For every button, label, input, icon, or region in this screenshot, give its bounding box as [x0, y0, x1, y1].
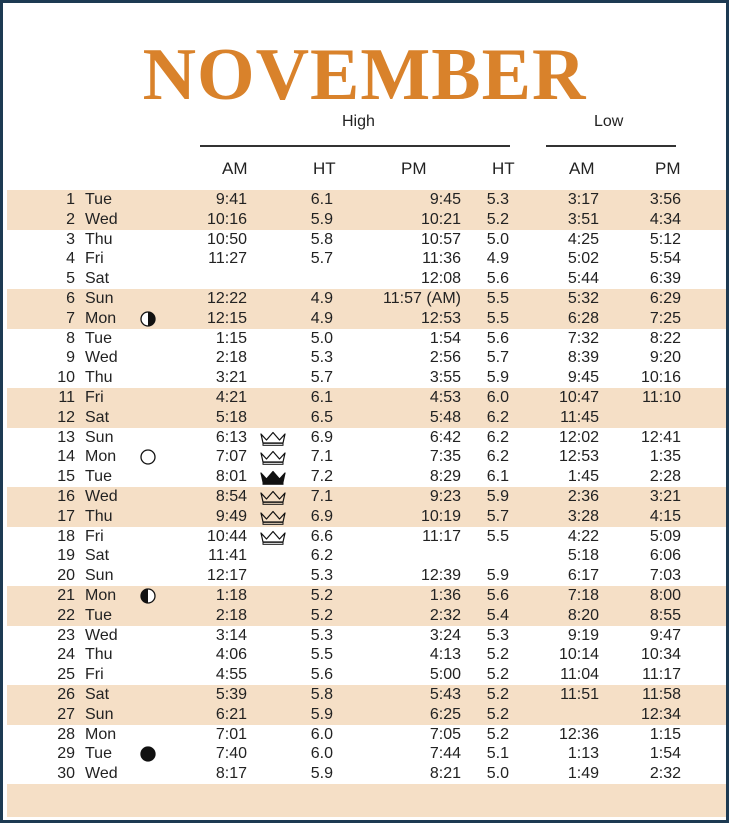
day-number: 14 — [57, 448, 75, 466]
cell-high-am-ht: 4.9 — [310, 289, 333, 307]
weekday: Tue — [85, 606, 112, 624]
day-number: 4 — [66, 250, 75, 268]
day-number: 1 — [66, 191, 75, 208]
weekday: Wed — [85, 487, 118, 505]
cell-high-am: 11:41 — [208, 547, 247, 565]
weekday: Thu — [85, 646, 113, 664]
table-row — [7, 725, 726, 745]
table-row — [7, 705, 726, 725]
weekday: Sat — [85, 270, 110, 288]
day-number: 5 — [66, 270, 75, 288]
day-number: 22 — [57, 606, 75, 624]
cell-high-pm: 5:43 — [429, 685, 461, 703]
high-group-label: High — [342, 113, 375, 130]
cell-low-am: 12:36 — [558, 725, 599, 743]
header-high-am-ht: HT — [313, 159, 336, 178]
cell-high-am-ht: 6.1 — [310, 388, 333, 406]
cell-low-am: 1:13 — [567, 745, 599, 763]
cell-high-pm-ht: 5.6 — [486, 586, 509, 604]
cell-high-pm-ht: 5.2 — [486, 725, 509, 743]
cell-low-am: 5:02 — [567, 250, 599, 268]
cell-high-pm-ht: 5.7 — [486, 507, 509, 525]
table-row — [7, 467, 726, 487]
cell-high-pm: 10:57 — [420, 230, 461, 248]
cell-high-pm: 6:25 — [429, 705, 461, 723]
cell-high-am: 12:22 — [206, 289, 247, 307]
cell-high-am: 9:41 — [215, 191, 247, 208]
cell-high-am-ht: 6.0 — [310, 725, 333, 743]
cell-high-am: 4:21 — [215, 388, 247, 406]
day-number: 10 — [57, 369, 75, 387]
cell-high-pm-ht: 5.9 — [486, 567, 509, 585]
weekday: Sat — [85, 685, 110, 703]
table-row — [7, 665, 726, 685]
header-low-am: AM — [569, 159, 595, 178]
cell-high-pm: 5:48 — [429, 408, 461, 426]
cell-low-pm: 3:56 — [649, 191, 681, 208]
table-row — [7, 348, 726, 368]
cell-high-pm-ht: 5.7 — [486, 349, 509, 367]
cell-high-am-ht: 6.0 — [310, 745, 333, 763]
weekday: Mon — [85, 448, 117, 466]
table-row — [7, 566, 726, 586]
table-row — [7, 764, 726, 784]
table-row — [7, 586, 726, 606]
day-number: 6 — [66, 289, 75, 307]
cell-high-pm: 5:00 — [429, 666, 461, 684]
weekday: Sun — [85, 567, 114, 585]
cell-low-pm: 5:54 — [649, 250, 681, 268]
day-number: 15 — [57, 468, 75, 486]
cell-high-pm: 3:24 — [429, 626, 461, 644]
cell-high-pm-ht: 5.5 — [486, 289, 509, 307]
cell-high-pm-ht: 5.3 — [486, 191, 509, 208]
cell-high-am: 10:44 — [206, 527, 247, 545]
cell-high-pm-ht: 4.9 — [486, 250, 509, 268]
day-number: 20 — [57, 567, 75, 585]
day-number: 8 — [66, 329, 75, 347]
day-number: 30 — [57, 765, 75, 783]
cell-low-am: 4:22 — [567, 527, 599, 545]
cell-low-am: 3:28 — [567, 507, 599, 525]
cell-high-pm: 11:36 — [422, 250, 461, 268]
table-row — [7, 230, 726, 250]
cell-low-am: 1:45 — [567, 468, 599, 486]
cell-low-am: 6:17 — [567, 567, 599, 585]
cell-low-am: 7:32 — [567, 329, 599, 347]
weekday: Mon — [85, 309, 117, 327]
day-number: 9 — [66, 349, 75, 367]
table-row — [7, 645, 726, 665]
cell-high-am-ht: 5.2 — [310, 606, 333, 624]
weekday: Sun — [85, 705, 114, 723]
weekday: Tue — [85, 745, 112, 763]
cell-low-pm: 11:17 — [642, 666, 681, 684]
cell-high-pm: 8:21 — [429, 765, 461, 783]
table-row — [7, 507, 726, 527]
table-row — [7, 210, 726, 230]
weekday: Wed — [85, 765, 118, 783]
cell-high-am: 2:18 — [215, 349, 247, 367]
cell-high-pm: 10:19 — [420, 507, 461, 525]
cell-low-pm: 8:00 — [649, 586, 681, 604]
cell-high-am-ht: 6.6 — [310, 527, 333, 545]
cell-low-pm: 5:12 — [649, 230, 681, 248]
cell-low-am: 11:45 — [560, 408, 599, 426]
cell-high-am: 6:13 — [215, 428, 247, 446]
cell-high-pm-ht: 5.2 — [486, 646, 509, 664]
cell-low-pm: 7:03 — [649, 567, 681, 585]
cell-high-am-ht: 6.9 — [310, 507, 333, 525]
cell-high-pm: 12:39 — [420, 567, 461, 585]
outline-crown-icon — [259, 431, 287, 446]
cell-low-pm: 4:15 — [649, 507, 681, 525]
cell-high-am-ht: 4.9 — [310, 309, 333, 327]
cell-high-pm: 11:57 (AM) — [383, 289, 461, 307]
cell-high-am: 3:21 — [215, 369, 247, 387]
cell-high-pm: 8:29 — [429, 468, 461, 486]
cell-high-am: 1:15 — [215, 329, 247, 347]
cell-low-am: 2:36 — [567, 487, 599, 505]
cell-high-pm-ht: 6.2 — [486, 428, 509, 446]
cell-high-pm-ht: 5.9 — [486, 369, 509, 387]
tide-table-body — [7, 190, 726, 784]
cell-low-pm: 8:55 — [649, 606, 681, 624]
cell-high-pm: 1:54 — [429, 329, 461, 347]
day-number: 23 — [57, 626, 75, 644]
day-number: 3 — [66, 230, 75, 248]
day-number: 24 — [57, 646, 75, 664]
cell-low-am: 3:17 — [567, 191, 599, 208]
cell-low-pm: 6:29 — [649, 289, 681, 307]
cell-high-am: 4:06 — [215, 646, 247, 664]
table-row — [7, 744, 726, 764]
weekday: Tue — [85, 329, 112, 347]
table-row — [7, 447, 726, 467]
table-row — [7, 685, 726, 705]
weekday: Thu — [85, 369, 113, 387]
cell-low-pm: 3:21 — [649, 487, 681, 505]
table-row — [7, 428, 726, 448]
day-number: 2 — [66, 210, 75, 228]
day-number: 25 — [57, 666, 75, 684]
cell-high-pm-ht: 5.2 — [486, 705, 509, 723]
cell-low-am: 4:25 — [567, 230, 599, 248]
cell-low-am: 8:39 — [567, 349, 599, 367]
cell-high-pm: 2:56 — [429, 349, 461, 367]
cell-high-am-ht: 5.9 — [310, 705, 333, 723]
weekday: Fri — [85, 666, 104, 684]
cell-high-am-ht: 5.2 — [310, 586, 333, 604]
day-number: 26 — [57, 685, 75, 703]
cell-high-am: 8:54 — [215, 487, 247, 505]
cell-high-pm: 4:13 — [429, 646, 461, 664]
cell-high-pm: 12:08 — [420, 270, 461, 288]
day-number: 19 — [57, 547, 75, 565]
cell-high-pm-ht: 5.2 — [486, 666, 509, 684]
table-row — [7, 249, 726, 269]
cell-high-am-ht: 5.3 — [310, 626, 333, 644]
cell-high-am: 7:40 — [215, 745, 247, 763]
cell-low-pm: 12:41 — [640, 428, 681, 446]
month-title: NOVEMBER — [142, 34, 587, 116]
cell-high-am: 9:49 — [215, 507, 247, 525]
cell-low-am: 9:19 — [567, 626, 599, 644]
cell-low-pm: 11:58 — [642, 685, 681, 703]
cell-low-pm: 4:34 — [649, 210, 681, 228]
header-high-am: AM — [222, 159, 248, 178]
cell-low-pm: 8:22 — [649, 329, 681, 347]
weekday: Tue — [85, 468, 112, 486]
weekday: Mon — [85, 586, 117, 604]
cell-high-am-ht: 5.9 — [310, 765, 333, 783]
cell-high-am-ht: 5.6 — [310, 666, 333, 684]
cell-high-pm-ht: 6.2 — [486, 408, 509, 426]
cell-high-am-ht: 5.7 — [310, 369, 333, 387]
cell-high-am-ht: 5.7 — [310, 250, 333, 268]
cell-low-pm: 1:15 — [649, 725, 681, 743]
header-high-pm: PM — [401, 159, 427, 178]
cell-high-pm-ht: 6.1 — [486, 468, 509, 486]
cell-high-am: 7:07 — [215, 448, 247, 466]
outline-crown-icon — [259, 450, 287, 465]
cell-low-am: 9:45 — [567, 369, 599, 387]
last-quarter-moon-icon — [140, 588, 156, 604]
cell-high-am: 6:21 — [215, 705, 247, 723]
header-low-pm: PM — [655, 159, 681, 178]
cell-high-pm-ht: 5.4 — [486, 606, 509, 624]
cell-high-pm-ht: 6.2 — [486, 448, 509, 466]
cell-high-pm-ht: 5.5 — [486, 527, 509, 545]
cell-high-am-ht: 7.1 — [310, 448, 333, 466]
cell-high-am: 8:17 — [215, 765, 247, 783]
cell-high-pm-ht: 5.6 — [486, 329, 509, 347]
weekday: Wed — [85, 210, 118, 228]
weekday: Wed — [85, 349, 118, 367]
table-row — [7, 408, 726, 428]
table-row — [7, 527, 726, 547]
day-number: 16 — [57, 487, 75, 505]
cell-high-pm-ht: 5.6 — [486, 270, 509, 288]
cell-low-am: 8:20 — [567, 606, 599, 624]
table-row — [7, 626, 726, 646]
cell-high-pm-ht: 6.0 — [486, 388, 509, 406]
day-number: 27 — [57, 705, 75, 723]
cell-low-pm: 5:09 — [649, 527, 681, 545]
weekday: Mon — [85, 725, 117, 743]
day-number: 12 — [57, 408, 75, 426]
day-number: 21 — [57, 586, 75, 604]
table-row — [7, 329, 726, 349]
table-row — [7, 546, 726, 566]
weekday: Tue — [85, 191, 112, 208]
cell-high-am: 8:01 — [215, 468, 247, 486]
cell-low-pm: 11:10 — [642, 388, 681, 406]
day-number: 11 — [58, 388, 75, 406]
weekday: Fri — [85, 388, 104, 406]
cell-low-am: 6:28 — [567, 309, 599, 327]
new-moon-icon — [140, 746, 156, 762]
cell-low-pm: 2:32 — [649, 765, 681, 783]
cell-high-am-ht: 5.0 — [310, 329, 333, 347]
cell-high-am-ht: 6.9 — [310, 428, 333, 446]
weekday: Sun — [85, 428, 114, 446]
weekday: Wed — [85, 626, 118, 644]
cell-low-am: 11:04 — [560, 666, 599, 684]
cell-high-am-ht: 5.8 — [310, 230, 333, 248]
cell-low-am: 5:44 — [567, 270, 599, 288]
cell-low-am: 5:32 — [567, 289, 599, 307]
cell-high-pm: 9:23 — [429, 487, 461, 505]
cell-high-am-ht: 6.1 — [310, 191, 333, 208]
footer-band — [7, 784, 726, 817]
low-group-label: Low — [594, 113, 624, 130]
cell-low-pm: 7:25 — [649, 309, 681, 327]
cell-high-am: 10:16 — [206, 210, 247, 228]
first-quarter-moon-icon — [140, 311, 156, 327]
cell-high-am-ht: 5.3 — [310, 567, 333, 585]
weekday: Thu — [85, 507, 113, 525]
weekday: Sat — [85, 408, 110, 426]
cell-high-am-ht: 5.9 — [310, 210, 333, 228]
cell-high-pm: 6:42 — [429, 428, 461, 446]
cell-high-pm: 7:44 — [429, 745, 461, 763]
low-group-rule — [546, 145, 676, 147]
cell-low-am: 7:18 — [567, 586, 599, 604]
cell-low-pm: 6:06 — [649, 547, 681, 565]
cell-high-am-ht: 6.5 — [310, 408, 333, 426]
cell-high-am-ht: 6.2 — [310, 547, 333, 565]
day-number: 29 — [57, 745, 75, 763]
cell-high-am: 12:15 — [206, 309, 247, 327]
cell-low-pm: 1:35 — [649, 448, 681, 466]
cell-low-pm: 1:54 — [649, 745, 681, 763]
weekday: Sat — [85, 547, 110, 565]
outline-crown-icon — [259, 490, 287, 505]
cell-low-pm: 10:16 — [640, 369, 681, 387]
cell-high-pm-ht: 5.1 — [486, 745, 509, 763]
cell-high-pm-ht: 5.5 — [486, 309, 509, 327]
cell-low-pm: 10:34 — [640, 646, 681, 664]
cell-high-am: 3:14 — [215, 626, 247, 644]
cell-low-pm: 9:47 — [649, 626, 681, 644]
cell-high-am-ht: 5.3 — [310, 349, 333, 367]
cell-high-am: 1:18 — [215, 586, 247, 604]
cell-low-pm: 2:28 — [649, 468, 681, 486]
cell-high-am: 4:55 — [215, 666, 247, 684]
cell-high-pm-ht: 5.9 — [486, 487, 509, 505]
cell-low-am: 1:49 — [567, 765, 599, 783]
cell-high-am: 2:18 — [215, 606, 247, 624]
cell-high-pm: 7:05 — [429, 725, 461, 743]
cell-high-pm-ht: 5.0 — [486, 765, 509, 783]
cell-high-am: 12:17 — [206, 567, 247, 585]
cell-low-pm: 6:39 — [649, 270, 681, 288]
cell-high-am: 10:50 — [206, 230, 247, 248]
day-number: 18 — [57, 527, 75, 545]
weekday: Fri — [85, 527, 104, 545]
cell-low-am: 12:53 — [558, 448, 599, 466]
cell-high-am-ht: 7.1 — [310, 487, 333, 505]
day-number: 7 — [66, 309, 75, 327]
cell-high-pm: 10:21 — [420, 210, 461, 228]
table-row — [7, 269, 726, 289]
table-row — [7, 388, 726, 408]
header-high-pm-ht: HT — [492, 159, 515, 178]
cell-high-pm: 1:36 — [429, 586, 461, 604]
cell-high-pm-ht: 5.2 — [486, 210, 509, 228]
cell-low-am: 10:47 — [558, 388, 599, 406]
high-group-rule — [200, 145, 510, 147]
cell-low-am: 5:18 — [567, 547, 599, 565]
cell-high-pm-ht: 5.2 — [486, 685, 509, 703]
cell-low-pm: 9:20 — [649, 349, 681, 367]
cell-low-am: 11:51 — [560, 685, 599, 703]
cell-high-pm-ht: 5.0 — [486, 230, 509, 248]
weekday: Thu — [85, 230, 113, 248]
cell-high-am-ht: 5.8 — [310, 685, 333, 703]
cell-high-am-ht: 7.2 — [310, 468, 333, 486]
cell-high-am-ht: 5.5 — [310, 646, 333, 664]
full-moon-icon — [140, 449, 156, 465]
table-row — [7, 289, 726, 309]
cell-high-pm: 12:53 — [420, 309, 461, 327]
cell-high-pm: 9:45 — [429, 191, 461, 208]
cell-high-pm: 4:53 — [429, 388, 461, 406]
cell-high-am: 5:18 — [215, 408, 247, 426]
outline-crown-icon — [259, 530, 287, 545]
table-row — [7, 487, 726, 507]
day-number: 13 — [57, 428, 75, 446]
cell-high-pm-ht: 5.3 — [486, 626, 509, 644]
solid-crown-icon — [259, 470, 287, 485]
cell-high-pm: 11:17 — [422, 527, 461, 545]
cell-high-am: 5:39 — [215, 685, 247, 703]
weekday: Fri — [85, 250, 104, 268]
day-number: 28 — [57, 725, 75, 743]
cell-low-am: 3:51 — [567, 210, 599, 228]
cell-high-pm: 7:35 — [429, 448, 461, 466]
cell-high-am: 7:01 — [215, 725, 247, 743]
table-row — [7, 190, 726, 210]
cell-high-pm: 2:32 — [429, 606, 461, 624]
table-row — [7, 368, 726, 388]
cell-low-am: 12:02 — [558, 428, 599, 446]
table-row — [7, 309, 726, 329]
outline-crown-icon — [259, 510, 287, 525]
cell-high-pm: 3:55 — [429, 369, 461, 387]
day-number: 17 — [57, 507, 75, 525]
cell-low-pm: 12:34 — [640, 705, 681, 723]
cell-high-am: 11:27 — [208, 250, 247, 268]
weekday: Sun — [85, 289, 114, 307]
table-row — [7, 606, 726, 626]
cell-low-am: 10:14 — [558, 646, 599, 664]
